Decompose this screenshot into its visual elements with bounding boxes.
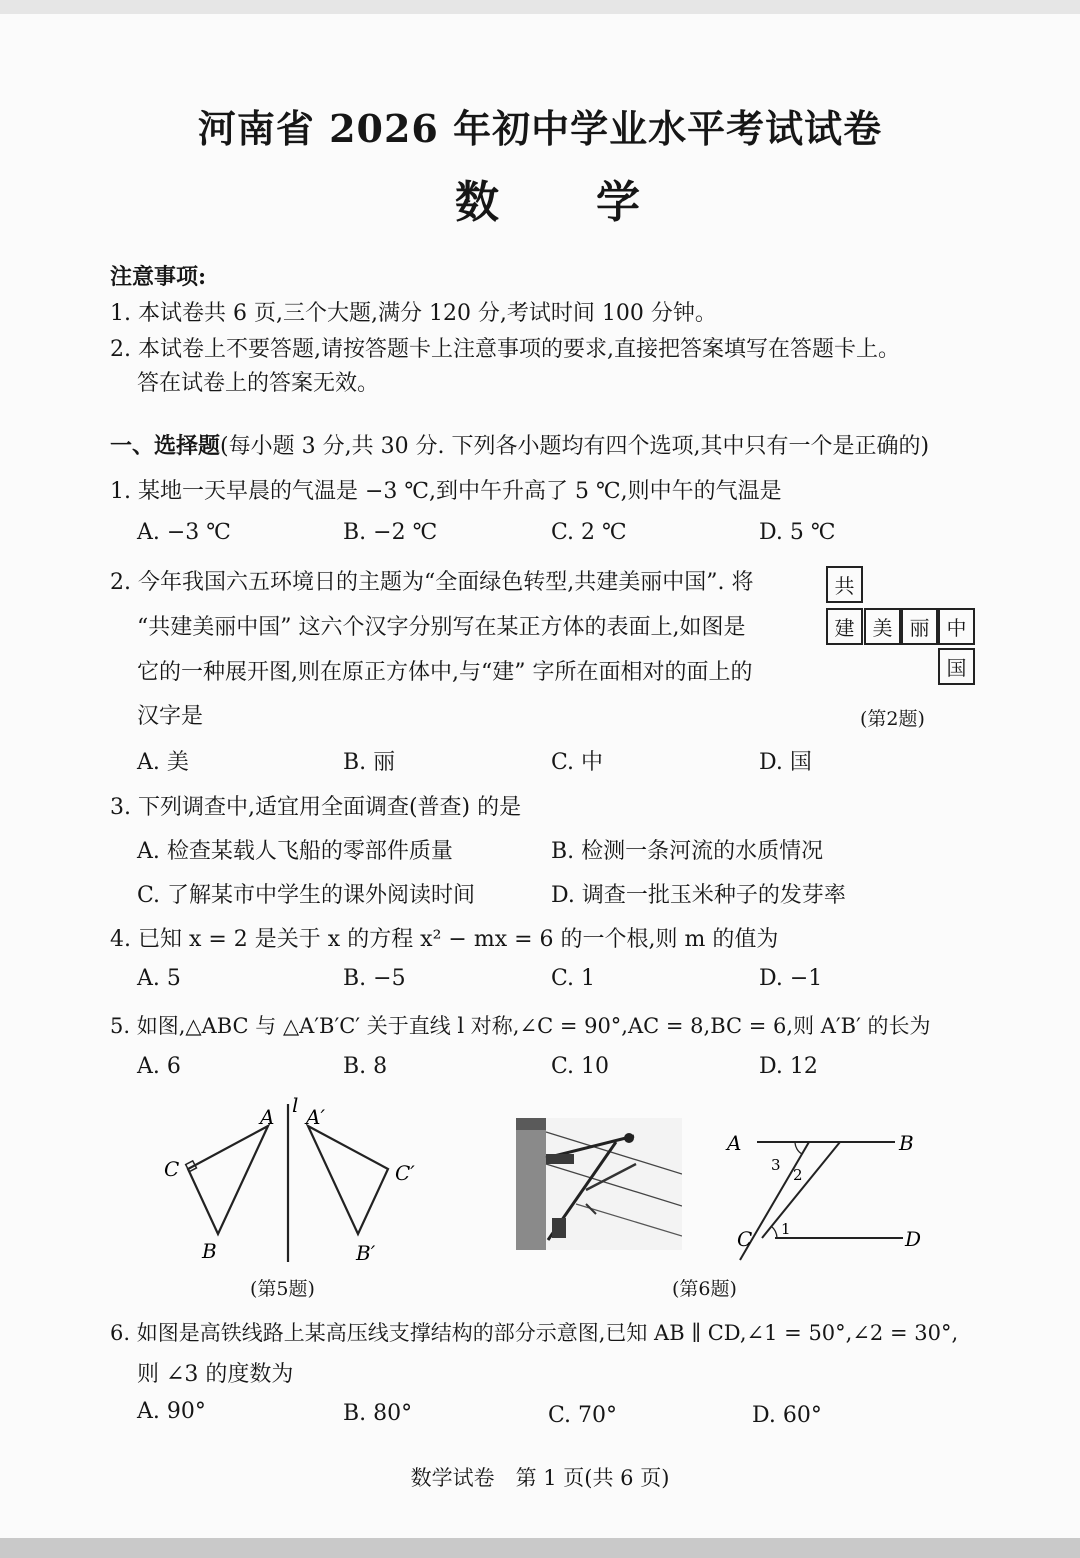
fig6-label-b: B xyxy=(899,1131,914,1155)
net-cell-4: 丽 xyxy=(901,608,938,645)
fig5-label-c: C xyxy=(164,1157,180,1181)
q4-option-a: A. 5 xyxy=(137,966,181,991)
q5-option-a: A. 6 xyxy=(137,1054,181,1079)
fig6-angle-2: 2 xyxy=(793,1166,803,1184)
notice-item-2-cont: 答在试卷上的答案无效。 xyxy=(137,371,380,396)
fig6-label-c: C xyxy=(737,1227,753,1251)
q5-option-d: D. 12 xyxy=(759,1054,818,1079)
q6-stem-line2: 则 ∠3 的度数为 xyxy=(137,1362,294,1387)
subject-char-2: 学 xyxy=(596,177,640,228)
q1-option-a: A. −3 ℃ xyxy=(137,520,231,545)
fig6-caption: (第6题) xyxy=(672,1278,737,1300)
q2-option-a: A. 美 xyxy=(137,750,189,775)
net-cell-1: 共 xyxy=(826,566,863,603)
exam-paper xyxy=(0,14,1080,1538)
fig5-triangle-abc-prime xyxy=(308,1126,388,1234)
q3-option-b: B. 检测一条河流的水质情况 xyxy=(551,839,824,864)
fig6-photo xyxy=(516,1118,682,1250)
q5-stem: 5. 如图,△ABC 与 △A′B′C′ 关于直线 l 对称,∠C = 90°,AC = 8,BC = 6,则 A′B′ 的长为 xyxy=(110,1014,931,1038)
q6-option-d: D. 60° xyxy=(752,1403,822,1428)
q4-option-c: C. 1 xyxy=(551,966,596,991)
fig5-label-b: B xyxy=(202,1239,217,1263)
q1-stem: 1. 某地一天早晨的气温是 −3 ℃,到中午升高了 5 ℃,则中午的气温是 xyxy=(110,479,782,504)
q4-stem: 4. 已知 x = 2 是关于 x 的方程 x² − mx = 6 的一个根,则 m 的值为 xyxy=(110,927,779,952)
q4-option-d: D. −1 xyxy=(759,966,823,991)
q3-option-c: C. 了解某市中学生的课外阅读时间 xyxy=(137,883,476,908)
q6-option-c: C. 70° xyxy=(548,1403,618,1428)
fig5-label-a: A xyxy=(260,1105,275,1129)
q2-option-b: B. 丽 xyxy=(343,750,396,775)
q3-stem: 3. 下列调查中,适宜用全面调查(普查) 的是 xyxy=(110,795,522,820)
q2-option-c: C. 中 xyxy=(551,750,604,775)
photo-pole xyxy=(516,1118,546,1250)
fig6-angle-3: 3 xyxy=(771,1156,781,1174)
net-cell-2: 建 xyxy=(826,608,863,645)
q1-option-b: B. −2 ℃ xyxy=(343,520,438,545)
fig6-label-d: D xyxy=(905,1227,922,1251)
q2-option-d: D. 国 xyxy=(759,750,812,775)
section-desc: (每小题 3 分,共 30 分. 下列各小题均有四个选项,其中只有一个是正确的) xyxy=(220,434,930,459)
q5-option-b: B. 8 xyxy=(343,1054,388,1079)
notice-item-2: 2. 本试卷上不要答题,请按答题卡上注意事项的要求,直接把答案填写在答题卡上。 xyxy=(110,337,900,362)
top-edge xyxy=(0,0,1080,14)
q1-option-d: D. 5 ℃ xyxy=(759,520,836,545)
section-label: 一、选择题 xyxy=(110,433,221,459)
q3-option-a: A. 检查某载人飞船的零部件质量 xyxy=(137,839,453,864)
net-cell-3: 美 xyxy=(864,608,901,645)
fig6-label-a: A xyxy=(727,1131,742,1155)
bottom-edge xyxy=(0,1538,1080,1558)
q1-option-c: C. 2 ℃ xyxy=(551,520,627,545)
q3-option-d: D. 调查一批玉米种子的发芽率 xyxy=(551,883,846,908)
q4-option-b: B. −5 xyxy=(343,966,406,991)
q2-stem-line2: “共建美丽中国” 这六个汉字分别写在某正方体的表面上,如图是 xyxy=(137,615,746,640)
q6-stem-line1: 6. 如图是高铁线路上某高压线支撑结构的部分示意图,已知 AB ∥ CD,∠1 = 50°,∠2 = 30°, xyxy=(110,1321,959,1345)
exam-title: 河南省 2026 年初中学业水平考试试卷 xyxy=(197,106,883,151)
fig5-label-l: l xyxy=(292,1094,299,1117)
subject-char-1: 数 xyxy=(455,177,499,228)
page-footer: 数学试卷 第 1 页(共 6 页) xyxy=(410,1466,670,1490)
q6-option-b: B. 80° xyxy=(343,1401,413,1426)
q2-stem-line1: 2. 今年我国六五环境日的主题为“全面绿色转型,共建美丽中国”. 将 xyxy=(110,570,754,595)
q5-option-c: C. 10 xyxy=(551,1054,610,1079)
q2-stem-line4: 汉字是 xyxy=(137,704,204,729)
fig5-triangle-abc xyxy=(188,1126,268,1234)
fig5-label-b-prime: B′ xyxy=(356,1241,376,1265)
fig5-label-a-prime: A′ xyxy=(306,1105,325,1129)
fig6-angle-1: 1 xyxy=(781,1220,791,1238)
section-heading xyxy=(110,429,929,460)
q6-option-a: A. 90° xyxy=(137,1399,206,1424)
q2-caption: (第2题) xyxy=(860,708,925,730)
q2-stem-line3: 它的一种展开图,则在原正方体中,与“建” 字所在面相对的面上的 xyxy=(137,660,753,685)
net-cell-5: 中 xyxy=(938,608,975,645)
notice-item-1: 1. 本试卷共 6 页,三个大题,满分 120 分,考试时间 100 分钟。 xyxy=(110,301,717,326)
notice-heading: 注意事项: xyxy=(110,264,207,290)
fig5-diagram xyxy=(150,1094,430,1274)
fig5-caption: (第5题) xyxy=(250,1278,315,1300)
net-cell-6: 国 xyxy=(938,648,975,685)
fig6-diagram xyxy=(725,1120,935,1262)
fig5-label-c-prime: C′ xyxy=(395,1161,415,1185)
